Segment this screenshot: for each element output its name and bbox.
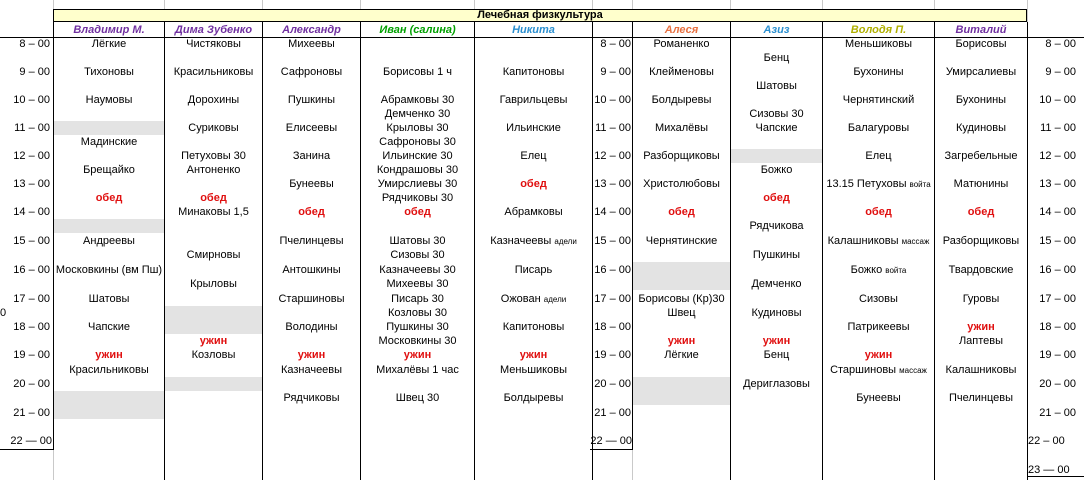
time-label: 8 – 00	[1045, 38, 1076, 50]
schedule-cell[interactable]: Антоненко	[186, 164, 241, 176]
time-label: 18 – 00	[1039, 321, 1076, 333]
schedule-cell[interactable]: Загребельные	[944, 150, 1018, 162]
header-nikita: Никита	[512, 24, 555, 36]
schedule-cell[interactable]: Володины	[285, 321, 338, 333]
schedule-cell[interactable]: Антошкины	[282, 264, 341, 276]
gray-cell	[731, 149, 822, 163]
meal-cell[interactable]: обед	[520, 178, 547, 190]
time-label: 16 – 00	[1039, 264, 1076, 276]
meal-cell[interactable]: ужин	[667, 335, 696, 347]
schedule-cell[interactable]	[823, 363, 934, 377]
schedule-cell[interactable]: Занина	[292, 150, 331, 162]
time-label: 19 – 00	[13, 349, 50, 361]
time-label: 14 – 00	[13, 206, 50, 218]
schedule-cell[interactable]: Сафроновы	[280, 66, 343, 78]
schedule-cell[interactable]: Матюнины	[953, 178, 1009, 190]
schedule-cell[interactable]: Дорохины	[187, 94, 240, 106]
schedule-cell[interactable]: Балагуровы	[847, 122, 910, 134]
schedule-cell[interactable]: Умирсалиевы	[945, 66, 1017, 78]
time-label: 21 – 00	[594, 407, 631, 419]
time-label: 15 – 00	[1039, 235, 1076, 247]
schedule-cell[interactable]: Мадинские	[80, 136, 138, 148]
time-label: 8 – 00	[600, 38, 631, 50]
schedule-cell[interactable]: Умирслиевы 30	[377, 178, 458, 190]
schedule-cell-name: Божко	[850, 264, 883, 276]
schedule-cell-note: массаж	[899, 366, 927, 375]
schedule-cell[interactable]	[823, 263, 934, 277]
time-label: 22 – 00	[1028, 435, 1065, 447]
column-separator	[474, 22, 475, 480]
schedule-cell[interactable]: Сизовы	[859, 293, 898, 305]
time-label: 18 – 00	[594, 321, 631, 333]
header-volodya: Володя П.	[850, 24, 907, 36]
schedule-cell[interactable]: Христолюбовы	[643, 178, 720, 190]
schedule-cell[interactable]: Шатовы	[756, 80, 797, 92]
time-label: 13 – 00	[594, 178, 631, 190]
meal-cell[interactable]: ужин	[403, 349, 432, 361]
schedule-cell[interactable]: Московкины 30	[378, 335, 457, 347]
schedule-cell[interactable]: Рядчикова	[749, 220, 804, 232]
schedule-cell[interactable]	[823, 177, 934, 191]
schedule-cell[interactable]: Рядчиковы 30	[381, 192, 454, 204]
schedule-cell[interactable]: Пушкины 30	[386, 321, 449, 333]
schedule-cell[interactable]: Демченко 30	[384, 108, 451, 120]
meal-cell[interactable]: ужин	[519, 349, 548, 361]
time-label: 9 – 00	[1045, 66, 1076, 78]
schedule-cell[interactable]: Красильниковы	[69, 364, 149, 376]
time-label: 22 — 00	[590, 435, 632, 447]
header-vitaliy: Виталий	[955, 24, 1007, 36]
schedule-cell[interactable]: Брещайко	[83, 164, 135, 176]
time-label: 10 – 00	[13, 94, 50, 106]
schedule-cell[interactable]: Швец	[667, 307, 696, 319]
time-label: 23 — 00	[1028, 464, 1070, 476]
schedule-cell-name: Ожован	[500, 293, 541, 305]
schedule-cell[interactable]: Романенко	[653, 38, 710, 50]
time-label: 12 – 00	[13, 150, 50, 162]
schedule-cell[interactable]: Швец 30	[395, 392, 440, 404]
schedule-cell-note: войта	[885, 266, 907, 275]
gray-cell	[633, 377, 730, 405]
bottom-rule	[0, 449, 54, 450]
schedule-cell[interactable]: Болдыревы	[651, 94, 712, 106]
time-label: 9 – 00	[600, 66, 631, 78]
time-label: 12 – 00	[594, 150, 631, 162]
time-label: 16 – 00	[594, 264, 631, 276]
schedule-cell[interactable]: Казначеевы 30	[379, 264, 456, 276]
schedule-cell[interactable]: Чернятинский	[842, 94, 915, 106]
gray-cell	[54, 391, 164, 419]
time-label: 20 – 00	[1039, 378, 1076, 390]
schedule-cell[interactable]: Наумовы	[85, 94, 133, 106]
schedule-cell[interactable]: Михеевы 30	[386, 278, 449, 290]
schedule-cell[interactable]: Разборщиковы	[942, 235, 1020, 247]
schedule-cell[interactable]: Лёгкие	[664, 349, 699, 361]
meal-cell[interactable]: обед	[967, 206, 995, 218]
schedule-cell[interactable]: Крыловы	[190, 278, 237, 290]
time-label: 20 – 00	[13, 378, 50, 390]
schedule-cell[interactable]	[475, 234, 592, 248]
meal-cell[interactable]: обед	[763, 192, 790, 204]
header-alesya: Алеся	[664, 24, 699, 36]
schedule-cell[interactable]: Лаптевы	[958, 335, 1004, 347]
header-vladimir: Владимир М.	[73, 24, 145, 36]
gray-cell	[165, 377, 262, 391]
schedule-cell[interactable]: Пушкины	[287, 94, 336, 106]
schedule-cell[interactable]: Крыловы 30	[386, 122, 449, 134]
time-label: 11 – 00	[595, 122, 631, 134]
schedule-cell[interactable]: Сафроновы 30	[379, 136, 456, 148]
schedule-cell[interactable]: Абрамковы	[504, 206, 563, 218]
time-label: 21 – 00	[13, 407, 50, 419]
meal-cell[interactable]: ужин	[967, 321, 995, 333]
schedule-cell-note: адели	[554, 237, 577, 246]
schedule-cell[interactable]: Елец	[520, 150, 547, 162]
schedule-cell[interactable]: Сизовы 30	[749, 108, 804, 120]
schedule-cell[interactable]: Пчелинцевы	[279, 235, 344, 247]
time-label: 13 – 00	[1039, 178, 1076, 190]
schedule-cell-name: Калашниковы	[827, 235, 899, 247]
time-label: 17 – 00	[594, 293, 631, 305]
time-label: 13 – 00	[13, 178, 50, 190]
schedule-cell[interactable]: Клейменовы	[649, 66, 714, 78]
time-label: 21 – 00	[1039, 407, 1076, 419]
schedule-cell[interactable]: Козловы	[191, 349, 236, 361]
schedule-cell[interactable]: Капитоновы	[502, 321, 565, 333]
bottom-rule	[1027, 476, 1084, 477]
schedule-cell[interactable]: Ильинские 30	[382, 150, 453, 162]
schedule-cell[interactable]: Бухонины	[955, 94, 1007, 106]
time-label: 19 – 00	[594, 349, 631, 361]
time-label: 15 – 00	[13, 235, 50, 247]
header-ivan: Иван (салина)	[379, 24, 456, 36]
meal-cell[interactable]: обед	[404, 206, 431, 218]
time-label: 9 – 00	[19, 66, 50, 78]
schedule-cell[interactable]: Дериглазовы	[743, 378, 810, 390]
meal-cell[interactable]: обед	[95, 192, 123, 204]
time-label: 17 – 00	[13, 293, 50, 305]
schedule-cell[interactable]: Сизовы 30	[390, 249, 445, 261]
schedule-cell[interactable]: Писарь 30	[391, 293, 444, 305]
meal-cell[interactable]: обед	[298, 206, 325, 218]
time-label: 10 – 00	[1039, 94, 1076, 106]
time-label: 18 – 00	[13, 321, 50, 333]
meal-cell[interactable]: обед	[865, 206, 892, 218]
schedule-cell[interactable]: Андреевы	[83, 235, 135, 247]
schedule-cell[interactable]: Твардовские	[948, 264, 1014, 276]
header-aziz: Азиз	[763, 24, 790, 36]
column-separator	[934, 22, 935, 480]
schedule-cell[interactable]: Суриковы	[188, 122, 239, 134]
schedule-cell[interactable]: Абрамковы 30	[380, 94, 455, 106]
schedule-cell[interactable]: Калашниковы	[945, 364, 1017, 376]
meal-cell[interactable]: ужин	[864, 349, 893, 361]
time-label: 14 – 00	[1039, 206, 1076, 218]
meal-cell[interactable]: ужин	[95, 349, 123, 361]
schedule-cell[interactable]: Борисовы (Кр)30	[638, 293, 725, 305]
gray-cell	[54, 219, 164, 233]
schedule-cell-note: войта	[909, 180, 931, 189]
schedule-cell[interactable]: Пушкины	[752, 249, 801, 261]
column-separator	[822, 22, 823, 480]
schedule-cell[interactable]	[475, 292, 592, 306]
schedule-cell[interactable]: Шатовы	[88, 293, 130, 305]
meal-cell[interactable]: ужин	[762, 335, 791, 347]
schedule-cell[interactable]: Елисеевы	[285, 122, 338, 134]
schedule-cell[interactable]: Чапские	[88, 321, 130, 333]
schedule-cell[interactable]: Петуховы 30	[181, 150, 246, 162]
schedule-cell[interactable]: Красильниковы	[173, 66, 254, 78]
meal-cell[interactable]: ужин	[297, 349, 326, 361]
header-dima: Дима Зубенко	[174, 24, 253, 36]
schedule-cell[interactable]: Чистяковы	[186, 38, 241, 50]
schedule-cell[interactable]: Гуровы	[962, 293, 1000, 305]
schedule-cell[interactable]: Бенц	[763, 349, 790, 361]
meal-cell[interactable]: обед	[668, 206, 695, 218]
schedule-cell[interactable]: Кондрашовы 30	[376, 164, 459, 176]
time-label: 20 – 00	[594, 378, 631, 390]
schedule-cell-name: Казначеевы	[490, 235, 552, 247]
meal-cell[interactable]: обед	[200, 192, 227, 204]
time-label: 22 — 00	[10, 435, 52, 447]
gray-cell	[633, 262, 730, 290]
schedule-cell[interactable]: Козловы 30	[387, 307, 448, 319]
schedule-cell[interactable]: Меньшиковы	[500, 364, 567, 376]
schedule-cell-note: массаж	[901, 237, 930, 246]
left-edge-mark: 0	[0, 307, 7, 319]
schedule-cell[interactable]: Капитоновы	[502, 66, 565, 78]
schedule-cell[interactable]: Бенц	[763, 52, 790, 64]
schedule-cell[interactable]: Пчелинцевы	[948, 392, 1014, 404]
schedule-cell[interactable]: Меньшиковы	[845, 38, 912, 50]
time-label: 16 – 00	[13, 264, 50, 276]
gray-cell	[54, 121, 164, 135]
schedule-cell-name: Старшиновы	[830, 364, 897, 376]
column-separator	[262, 22, 263, 480]
schedule-cell[interactable]: Бунеевы	[289, 178, 334, 190]
time-label: 14 – 00	[594, 206, 631, 218]
time-label: 10 – 00	[594, 94, 631, 106]
schedule-cell[interactable]: Разборщиковы	[643, 150, 720, 162]
schedule-cell[interactable]	[823, 234, 934, 248]
schedule-cell[interactable]: Старшиновы	[278, 293, 345, 305]
sheet-title: Лечебная физкультура	[53, 9, 1027, 22]
bottom-rule	[590, 449, 632, 450]
time-label: 19 – 00	[1039, 349, 1076, 361]
schedule-cell[interactable]: Казначеевы	[280, 364, 343, 376]
schedule-cell[interactable]: Михалёвы	[654, 122, 709, 134]
schedule-cell[interactable]: Демченко	[751, 278, 802, 290]
time-label: 12 – 00	[1039, 150, 1076, 162]
time-label: 8 – 00	[19, 38, 50, 50]
time-label: 17 – 00	[1039, 293, 1076, 305]
schedule-cell[interactable]: Патрикеевы	[847, 321, 910, 333]
time-label: 15 – 00	[594, 235, 631, 247]
meal-cell[interactable]: ужин	[199, 335, 228, 347]
schedule-cell[interactable]: Минаковы 1,5	[178, 206, 249, 218]
schedule-cell[interactable]: Чернятинские	[645, 235, 718, 247]
schedule-cell[interactable]: Божко	[760, 164, 793, 176]
schedule-cell[interactable]: Смирновы	[186, 249, 241, 261]
schedule-cell[interactable]: Рядчиковы	[283, 392, 340, 404]
schedule-cell[interactable]: Бухонины	[853, 66, 904, 78]
schedule-cell[interactable]: Бунеевы	[856, 392, 901, 404]
schedule-cell[interactable]: Кудиновы	[751, 307, 802, 319]
schedule-cell[interactable]: Тихоновы	[84, 66, 134, 78]
schedule-cell[interactable]: Ильинские	[506, 122, 561, 134]
gray-cell	[165, 306, 262, 334]
schedule-cell[interactable]: Михеевы	[288, 38, 335, 50]
schedule-cell[interactable]: Болдыревы	[503, 392, 564, 404]
schedule-cell-name: 13.15 Петуховы	[826, 178, 907, 190]
schedule-cell[interactable]: Михалёвы 1 час	[376, 364, 459, 376]
header-alexandr: Александр	[282, 24, 341, 36]
schedule-cell[interactable]: Писарь	[514, 264, 553, 276]
schedule-cell[interactable]: Борисовы 1 ч	[382, 66, 453, 78]
schedule-cell[interactable]: Московкины (вм Пш)	[55, 264, 163, 276]
time-label: 11 – 00	[1040, 122, 1076, 134]
time-label: 11 – 00	[14, 122, 50, 134]
schedule-cell-note: адели	[543, 295, 567, 304]
schedule-cell[interactable]: Шатовы 30	[389, 235, 446, 247]
schedule-cell[interactable]: Елец	[865, 150, 892, 162]
schedule-cell[interactable]: Гаврильцевы	[499, 94, 568, 106]
schedule-cell[interactable]: Борисовы	[955, 38, 1007, 50]
schedule-cell[interactable]: Чапские	[755, 122, 798, 134]
schedule-cell[interactable]: Лёгкие	[91, 38, 127, 50]
schedule-cell[interactable]: Кудиновы	[955, 122, 1007, 134]
